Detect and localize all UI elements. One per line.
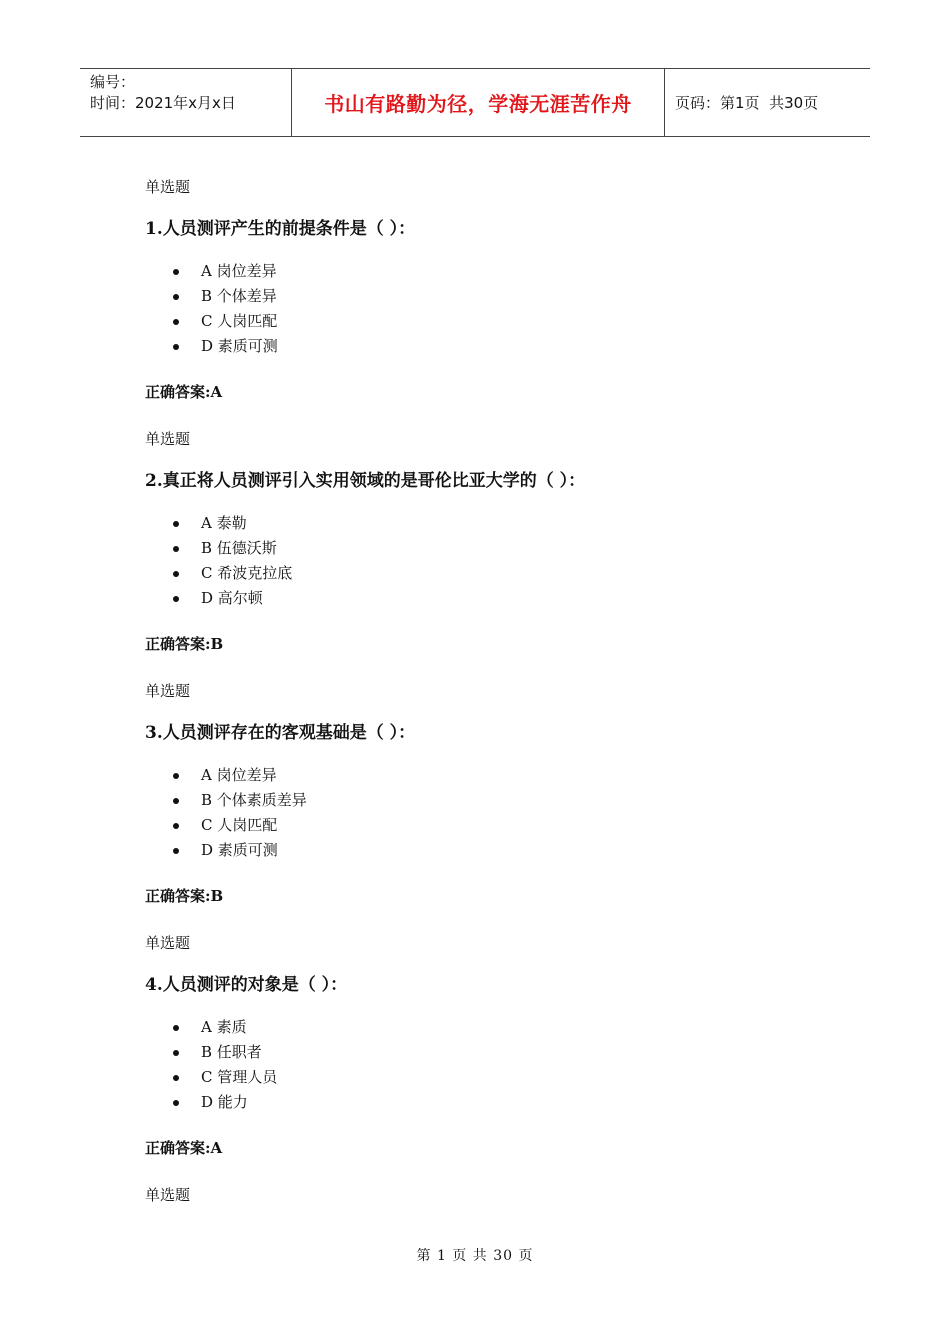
option-item [145, 259, 845, 284]
header-page-info: 页码：第1页 共30页 [675, 94, 819, 112]
number-label: 编号： [90, 73, 136, 91]
correct-answer: 正确答案:B [145, 635, 224, 653]
option-text: A 岗位差异 [201, 766, 277, 784]
bullet-icon [173, 294, 179, 300]
bullet-icon [173, 319, 179, 325]
bullet-icon [173, 1100, 179, 1106]
bullet-icon [173, 1025, 179, 1031]
bullet-icon [173, 596, 179, 602]
bullet-icon [173, 546, 179, 552]
question-title: 4.人员测评的对象是（ ）： [145, 975, 348, 995]
option-item [145, 511, 845, 536]
question-block [145, 428, 845, 655]
option-item [145, 813, 845, 838]
option-list [145, 511, 845, 611]
option-text: C 管理人员 [201, 1068, 278, 1086]
option-item [145, 763, 845, 788]
option-item [145, 1040, 845, 1065]
option-text: D 素质可测 [201, 841, 278, 859]
question-list [145, 176, 845, 1226]
bullet-icon [173, 521, 179, 527]
bullet-icon [173, 344, 179, 350]
question-title: 3.人员测评存在的客观基础是（ ）： [145, 723, 416, 743]
option-list [145, 259, 845, 359]
option-text: B 任职者 [201, 1043, 262, 1061]
question-type: 单选题 [145, 682, 191, 700]
bullet-icon [173, 798, 179, 804]
option-text: B 个体差异 [201, 287, 277, 305]
option-item [145, 1090, 845, 1115]
bullet-icon [173, 571, 179, 577]
correct-answer: 正确答案:B [145, 887, 224, 905]
option-list [145, 763, 845, 863]
question-type: 单选题 [145, 934, 191, 952]
option-text: A 素质 [201, 1018, 247, 1036]
question-block [145, 176, 845, 403]
question-type: 单选题 [145, 1186, 191, 1204]
option-text: B 伍德沃斯 [201, 539, 277, 557]
option-text: C 人岗匹配 [201, 312, 278, 330]
option-item [145, 838, 845, 863]
option-item [145, 586, 845, 611]
option-text: A 岗位差异 [201, 262, 277, 280]
option-item [145, 1015, 845, 1040]
correct-answer: 正确答案:A [145, 1139, 223, 1157]
option-text: C 人岗匹配 [201, 816, 278, 834]
option-text: D 素质可测 [201, 337, 278, 355]
page-footer: 第 1 页 共 30 页 [416, 1248, 534, 1264]
page-header [80, 68, 870, 137]
option-item [145, 284, 845, 309]
header-meta [80, 69, 292, 136]
option-text: D 能力 [201, 1093, 248, 1111]
bullet-icon [173, 848, 179, 854]
bullet-icon [173, 1075, 179, 1081]
option-text: B 个体素质差异 [201, 791, 307, 809]
question-block [145, 680, 845, 907]
question-title: 1.人员测评产生的前提条件是（ ）： [145, 219, 416, 239]
header-motto: 书山有路勤为径，学海无涯苦作舟 [292, 69, 665, 136]
question-block [145, 932, 845, 1159]
question-type: 单选题 [145, 430, 191, 448]
option-item [145, 788, 845, 813]
option-item [145, 561, 845, 586]
bullet-icon [173, 1050, 179, 1056]
time-label: 时间：2021年x月x日 [90, 94, 236, 112]
option-list [145, 1015, 845, 1115]
option-item [145, 536, 845, 561]
option-text: A 泰勒 [201, 514, 247, 532]
bullet-icon [173, 269, 179, 275]
option-text: D 高尔顿 [201, 589, 263, 607]
option-text: C 希波克拉底 [201, 564, 293, 582]
bullet-icon [173, 823, 179, 829]
question-type: 单选题 [145, 178, 191, 196]
question-title: 2.真正将人员测评引入实用领域的是哥伦比亚大学的（ ）： [145, 471, 586, 491]
bullet-icon [173, 773, 179, 779]
option-item [145, 309, 845, 334]
option-item [145, 334, 845, 359]
correct-answer: 正确答案:A [145, 383, 223, 401]
option-item [145, 1065, 845, 1090]
